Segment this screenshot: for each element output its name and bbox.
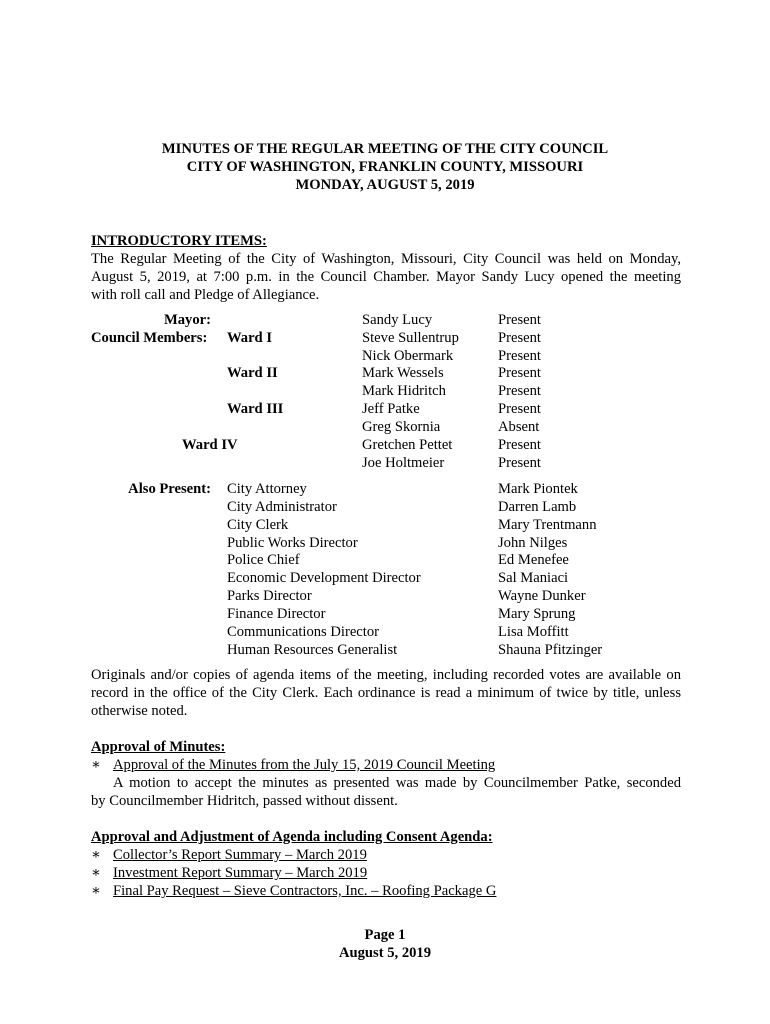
attendance-status: Present xyxy=(498,312,541,328)
staff-name: John Nilges xyxy=(498,535,568,551)
staff-name: Sal Maniaci xyxy=(498,570,569,586)
attendance-status: Present xyxy=(498,348,541,364)
paragraph-line: with roll call and Pledge of Allegiance. xyxy=(91,287,320,303)
member-name: Nick Obermark xyxy=(362,348,454,364)
attendance-status: Present xyxy=(498,365,541,381)
agenda-item: Collector’s Report Summary – March 2019 xyxy=(113,847,367,863)
member-name: Gretchen Pettet xyxy=(362,437,453,453)
ward-label: Ward IV xyxy=(182,437,238,453)
introductory-paragraph xyxy=(91,250,681,304)
staff-title: City Attorney xyxy=(227,481,307,497)
list-item xyxy=(91,864,681,882)
asterisk-bullet-icon: ∗ xyxy=(91,865,101,881)
list-item xyxy=(91,846,681,864)
introductory-heading: INTRODUCTORY ITEMS: xyxy=(91,233,267,249)
attendance-status: Present xyxy=(498,437,541,453)
attendance-status: Present xyxy=(498,455,541,471)
page-footer xyxy=(0,926,770,962)
attendance-status: Present xyxy=(498,330,541,346)
ward-label: Ward II xyxy=(227,365,278,381)
introductory-section xyxy=(91,232,681,304)
council-members-label: Council Members: xyxy=(91,330,208,346)
staff-title: Economic Development Director xyxy=(227,570,421,586)
paragraph-line: The Regular Meeting of the City of Washington, Missouri, City Council was held on Monday, xyxy=(91,251,681,267)
minutes-heading: Approval of Minutes: xyxy=(91,739,226,755)
member-name: Sandy Lucy xyxy=(362,312,433,328)
asterisk-bullet-icon: ∗ xyxy=(91,757,101,773)
staff-title: Police Chief xyxy=(227,552,300,568)
title-line-3: MONDAY, AUGUST 5, 2019 xyxy=(295,177,475,193)
member-name: Joe Holtmeier xyxy=(362,455,445,471)
paragraph-line: otherwise noted. xyxy=(91,703,188,719)
agenda-item: Investment Report Summary – March 2019 xyxy=(113,865,368,881)
staff-title: City Administrator xyxy=(227,499,337,515)
staff-name: Wayne Dunker xyxy=(498,588,586,604)
staff-title: Communications Director xyxy=(227,624,379,640)
asterisk-bullet-icon: ∗ xyxy=(91,847,101,863)
staff-name: Darren Lamb xyxy=(498,499,577,515)
staff-name: Lisa Moffitt xyxy=(498,624,569,640)
minutes-motion-paragraph xyxy=(91,774,681,810)
paragraph-line: August 5, 2019, at 7:00 p.m. in the Council Chamber. Mayor Sandy Lucy opened the meeting xyxy=(91,269,681,285)
list-item xyxy=(91,882,681,900)
page-number: Page 1 xyxy=(364,927,406,943)
title-line-2: CITY OF WASHINGTON, FRANKLIN COUNTY, MISSOURI xyxy=(186,159,584,175)
staff-title: Finance Director xyxy=(227,606,326,622)
staff-name: Mary Trentmann xyxy=(498,517,597,533)
staff-name: Ed Menefee xyxy=(498,552,569,568)
paragraph-line: A motion to accept the minutes as presented was made by Councilmember Patke, seconded xyxy=(113,775,681,791)
ward-label: Ward I xyxy=(227,330,273,346)
paragraph-line: by Councilmember Hidritch, passed without dissent. xyxy=(91,793,398,809)
originals-paragraph xyxy=(91,666,681,720)
approval-of-minutes-section xyxy=(91,738,681,810)
staff-title: Parks Director xyxy=(227,588,312,604)
title-line-1: MINUTES OF THE REGULAR MEETING OF THE CITY COUNCIL xyxy=(161,141,609,157)
staff-title: Human Resources Generalist xyxy=(227,642,398,658)
attendance-status: Present xyxy=(498,383,541,399)
agenda-item: Final Pay Request – Sieve Contractors, Inc. – Roofing Package G xyxy=(113,883,497,899)
footer-date: August 5, 2019 xyxy=(338,945,432,961)
also-present-label: Also Present: xyxy=(128,481,211,497)
ward-label: Ward III xyxy=(227,401,284,417)
staff-name: Shauna Pfitzinger xyxy=(498,642,603,658)
attendance-status: Present xyxy=(498,401,541,417)
agenda-section xyxy=(91,828,681,900)
member-name: Mark Wessels xyxy=(362,365,444,381)
mayor-label: Mayor: xyxy=(163,312,211,328)
member-name: Mark Hidritch xyxy=(362,383,446,399)
document-title xyxy=(0,140,770,194)
member-name: Jeff Patke xyxy=(362,401,420,417)
staff-name: Mark Piontek xyxy=(498,481,578,497)
staff-title: Public Works Director xyxy=(227,535,358,551)
staff-name: Mary Sprung xyxy=(498,606,576,622)
attendance-status: Absent xyxy=(498,419,540,435)
list-item xyxy=(91,756,681,774)
paragraph-line: Originals and/or copies of agenda items of the meeting, including recorded votes are available on xyxy=(91,667,681,683)
paragraph-line: record in the office of the City Clerk. Each ordinance is read a minimum of twice by title, unless xyxy=(91,685,681,701)
minutes-item: Approval of the Minutes from the July 15, 2019 Council Meeting xyxy=(113,757,496,773)
member-name: Greg Skornia xyxy=(362,419,441,435)
agenda-heading: Approval and Adjustment of Agenda including Consent Agenda: xyxy=(91,829,493,845)
asterisk-bullet-icon: ∗ xyxy=(91,883,101,899)
staff-title: City Clerk xyxy=(227,517,289,533)
member-name: Steve Sullentrup xyxy=(362,330,459,346)
